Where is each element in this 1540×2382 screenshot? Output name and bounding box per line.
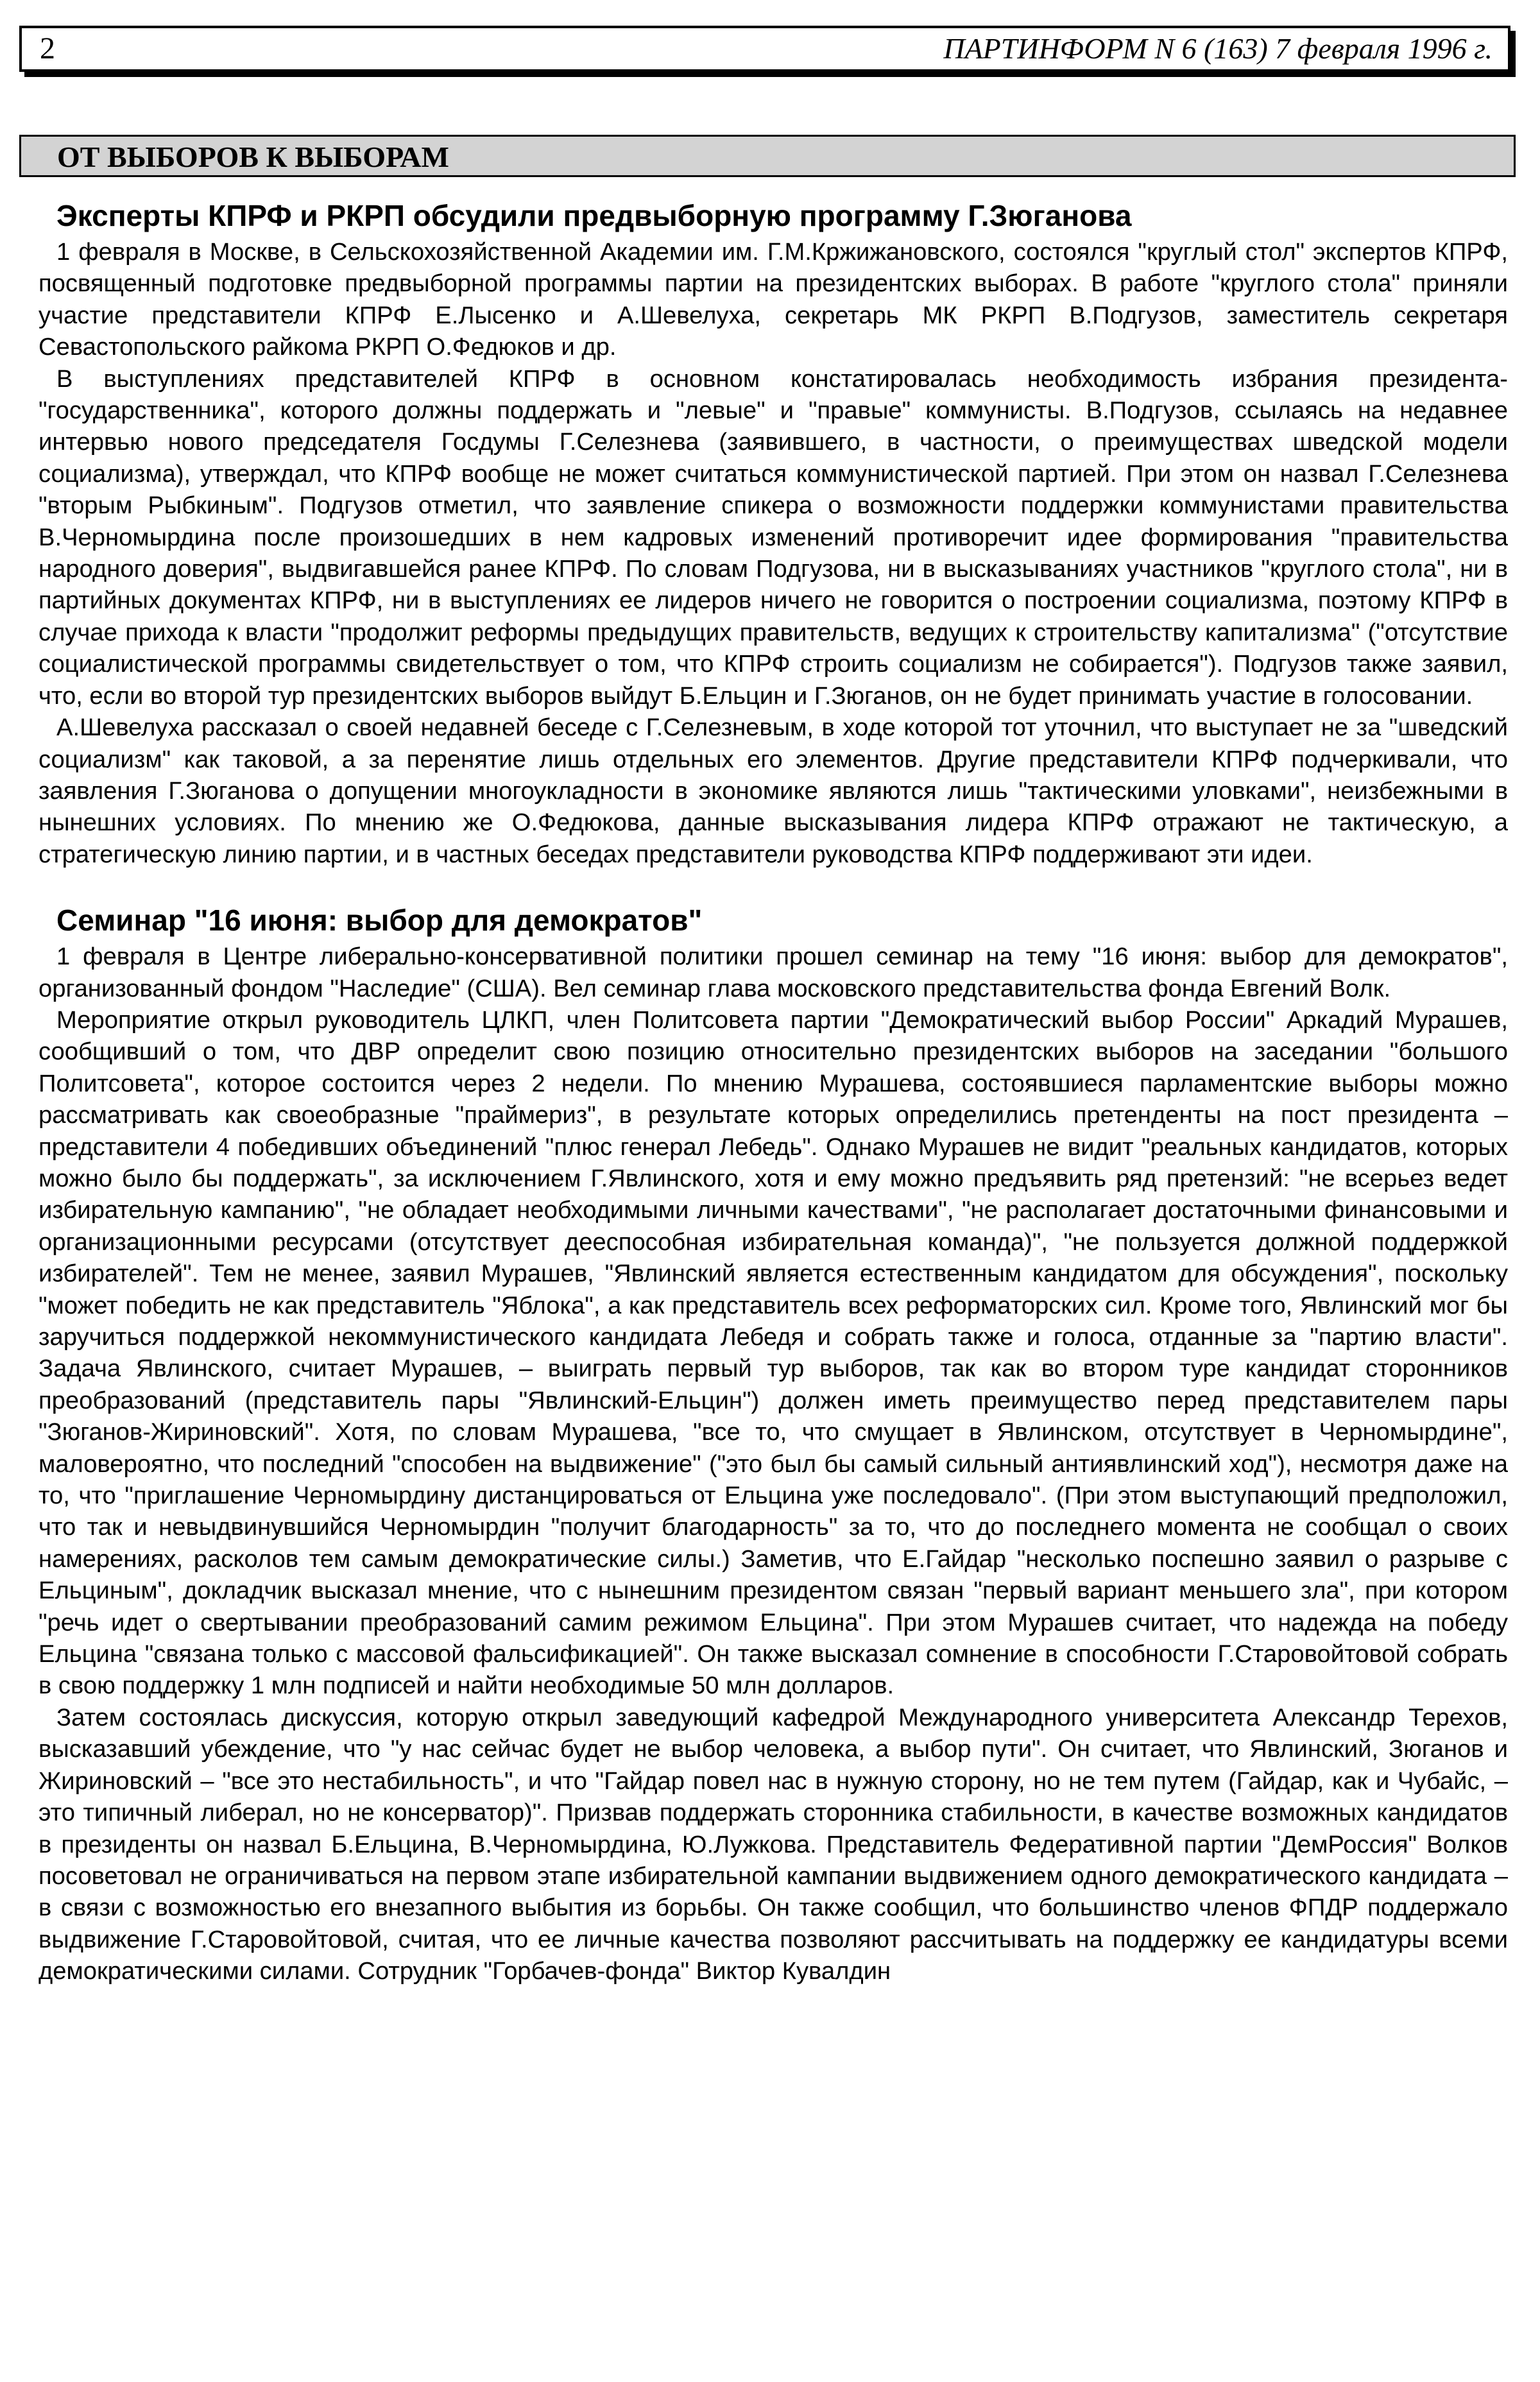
article-title: Семинар "16 июня: выбор для демократов" (56, 904, 703, 938)
article (38, 902, 1508, 1987)
page-number: 2 (40, 31, 55, 65)
article-paragraph: В выступлениях представителей КПРФ в основном констатировалась необходимость избрания президента-"государственника", которого должны поддержать и "левые" и "правые" коммунисты. В.Подгузов, ссылаясь на недавнее интервью нового председателя Госдумы Г.Селезнева (заявившего, в частности, о преимуществах шведской модели социализма), утверждал, что КПРФ вообще не может считаться коммунистической партией. При этом он назвал Г.Селезнева "вторым Рыбкиным". Подгузов отметил, что заявление спикера о возможности поддержки коммунистами правительства В.Черномырдина после произошедших в нем кадровых изменений противоречит идее формирования "правительства народного доверия", выдвигавшейся ранее КПРФ. По словам Подгузова, ни в высказываниях участников "круглого стола", ни в партийных документах КПРФ, ни в выступлениях ее лидеров ничего не говорится о построении социализма, поэтому КПРФ в случае прихода к власти "продолжит реформы предыдущих правительств, ведущих к строительству капитализма" ("отсутствие социалистической программы свидетельствует о том, что КПРФ строить социализм не собирается"). Подгузов также заявил, что, если во второй тур президентских выборов выйдут Б.Ельцин и Г.Зюганов, он не будет принимать участие в голосовании. (38, 364, 1508, 710)
article-paragraph: Мероприятие открыл руководитель ЦЛКП, член Политсовета партии "Демократический выбор России" Аркадий Мурашев, сообщивший о том, что ДВР определит свою позицию относительно президентских выборов на заседании "большого Политсовета", которое состоится через 2 недели. По мнению Мурашева, состоявшиеся парламентские выборы можно рассматривать как своеобразные "праймериз", в результате которых определились претенденты на пост президента – представители 4 победивших объединений "плюс генерал Лебедь". Однако Мурашев не видит "реальных кандидатов, которых можно было бы поддержать", за исключением Г.Явлинского, хотя и ему можно предъявить ряд претензий: "не всерьез ведет избирательную кампанию", "не обладает необходимыми личными качествами", "не располагает достаточными финансовыми и организационными ресурсами (отсутствует дееспособная избирательная команда)", "не пользуется должной поддержкой избирателей". Тем не менее, заявил Мурашев, "Явлинский является естественным кандидатом для обсуждения", поскольку "может победить не как представитель "Яблока", а как представитель всех реформаторских сил. Кроме того, Явлинский мог бы заручиться поддержкой некоммунистического кандидата Лебедя и собрать также и голоса, отданные за "партию власти". Задача Явлинского, считает Мурашев, – выиграть первый тур выборов, так как во втором туре кандидат сторонников преобразований (представитель пары "Явлинский-Ельцин") должен иметь преимущество перед представителем пары "Зюганов-Жириновский". Хотя, по словам Мурашева, "все то, что смущает в Явлинском, отсутствует в Черномырдине", маловероятно, что последний "способен на выдвижение" ("это был бы самый сильный антиявлинский ход"), несмотря даже на то, что "приглашение Черномырдину дистанцироваться от Ельцина уже последовало". (При этом выступающий предположил, что так и невыдвинувшийся Черномырдин "получит благодарность" за то, что до последнего момента не сообщал о своих намерениях, расколов тем самым демократические силы.) Заметив, что Е.Гайдар "несколько поспешно заявил о разрыве с Ельциным", докладчик высказал мнение, что с нынешним президентом связан "первый вариант меньшего зла", при котором "речь идет о свертывании преобразований самим режимом Ельцина". При этом Мурашев считает, что надежда на победу Ельцина "связана только с массовой фальсификацией". Он также высказал сомнение в способности Г.Старовойтовой собрать в свою поддержку 1 млн подписей и найти необходимые 50 млн долларов. (38, 1006, 1508, 1700)
page-header (19, 26, 1510, 72)
section-title: ОТ ВЫБОРОВ К ВЫБОРАМ (57, 141, 449, 173)
article-title: Эксперты КПРФ и РКРП обсудили предвыборную программу Г.Зюганова (56, 199, 1132, 232)
article (38, 198, 1508, 870)
article-paragraph: Затем состоялась дискуссия, которую открыл заведующий кафедрой Международного университета Александр Терехов, высказавший убеждение, что "у нас сейчас будет не выбор человека, а выбор пути". Он считает, что Явлинский, Зюганов и Жириновский – "все это нестабильность", и что "Гайдар повел нас в нужную сторону, но не тем путем (Гайдар, как и Чубайс, – это типичный либерал, но не консерватор)". Призвав поддержать сторонника стабильности, в качестве возможных кандидатов в президенты он назвал Б.Ельцина, В.Черномырдина, Ю.Лужкова. Представитель Федеративной партии "ДемРоссия" Волков посоветовал не ограничиваться на первом этапе избирательной кампании выдвижением одного демократического кандидата – в связи с возможностью его внезапного выбытия из борьбы. Он также сообщил, что большинство членов ФПДР поддержало выдвижение Г.Старовойтовой, считая, что ее личные качества позволяют рассчитывать на поддержку ее кандидатуры всеми демократическими силами. Сотрудник "Горбачев-фонда" Виктор Кувалдин (38, 1703, 1508, 1985)
article-paragraph: 1 февраля в Москве, в Сельскохозяйственной Академии им. Г.М.Кржижановского, состоялся "круглый стол" экспертов КПРФ, посвященный подготовке предвыборной программы партии на президентских выборах. В работе "круглого стола" приняли участие представители КПРФ Е.Лысенко и А.Шевелуха, секретарь МК РКРП В.Подгузов, заместитель секретаря Севастопольского райкома РКРП О.Федюков и др. (38, 238, 1508, 361)
section-heading-band (19, 135, 1516, 177)
article-content (38, 198, 1508, 1987)
article-paragraph: А.Шевелуха рассказал о своей недавней беседе с Г.Селезневым, в ходе которой тот уточнил, что выступает не за "шведский социализм" как таковой, а за перенятие лишь отдельных его элементов. Другие представители КПРФ подчеркивали, что заявления Г.Зюганова о допущении многоукладности в экономике являются лишь "тактическими уловками", неизбежными в нынешних условиях. По мнению же О.Федюкова, данные высказывания лидера КПРФ отражают не тактическую, а стратегическую линию партии, и в частных беседах представители руководства КПРФ поддерживают эти идеи. (38, 714, 1508, 868)
publication-title: ПАРТИНФОРМ N 6 (163) 7 февраля 1996 г. (943, 32, 1493, 65)
article-paragraph: 1 февраля в Центре либерально-консервативной политики прошел семинар на тему "16 июня: выбор для демократов", организованный фондом "Наследие" (США). Вел семинар глава московского представительства фонда Евгений Волк. (38, 943, 1508, 1002)
